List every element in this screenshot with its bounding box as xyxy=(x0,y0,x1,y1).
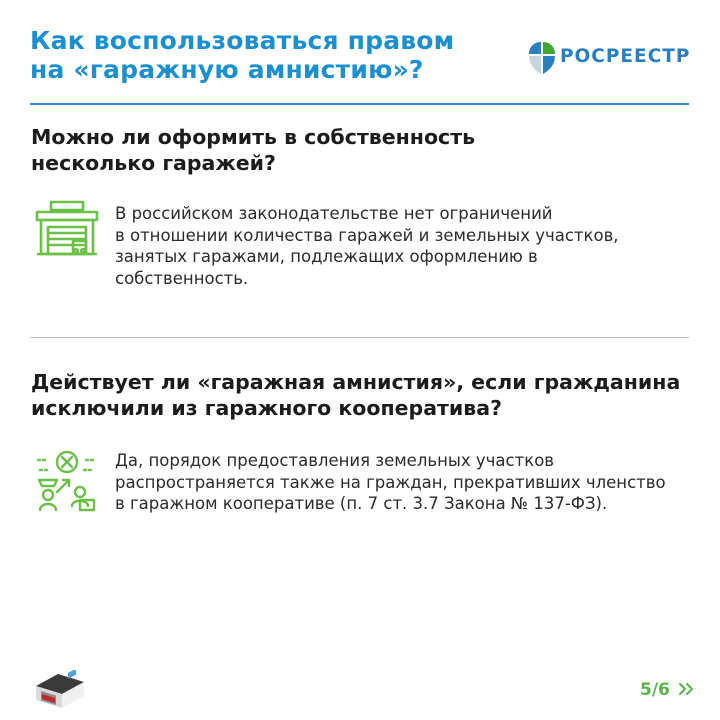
garage-illustration-icon xyxy=(32,670,88,714)
question-2 xyxy=(31,369,711,421)
section-divider xyxy=(30,337,689,338)
answer-2-line-1: Да, порядок предоставления земельных участков xyxy=(115,451,555,470)
excluded-members-icon xyxy=(36,450,98,516)
answer-2-line-2: распространяется также на граждан, прекративших членство xyxy=(115,472,666,492)
answer-1-line-1: В российском законодательстве нет ограничений xyxy=(115,204,553,223)
answer-1-line-3: занятых гаражами, подлежащих оформлению в xyxy=(115,247,538,266)
logo-text: РОСРЕЕСТР xyxy=(560,46,691,67)
garage-icon xyxy=(35,200,99,262)
page-title xyxy=(30,26,500,84)
title-line-1: Как воспользоваться правом xyxy=(30,26,455,55)
question-2-line-2: исключили из гаражного кооператива? xyxy=(31,396,502,420)
rosreestr-emblem-icon xyxy=(528,40,556,76)
header-divider xyxy=(30,103,689,105)
rosreestr-logo xyxy=(528,38,693,78)
double-chevron-right-icon[interactable] xyxy=(678,682,696,696)
page-indicator[interactable] xyxy=(640,680,696,700)
question-1-line-1: Можно ли оформить в собственность xyxy=(31,125,476,149)
answer-1-line-4: собственность. xyxy=(115,268,249,288)
question-1 xyxy=(31,124,711,176)
answer-1 xyxy=(115,203,715,289)
title-line-2: на «гаражную амнистию»? xyxy=(30,55,424,84)
page-number: 5/6 xyxy=(640,680,670,700)
answer-1-line-2: в отношении количества гаражей и земельных участков, xyxy=(115,225,619,245)
answer-2 xyxy=(115,450,715,515)
question-1-line-2: несколько гаражей? xyxy=(31,151,276,175)
answer-2-line-3: в гаражном кооперативе (п. 7 ст. 3.7 Закона № 137-ФЗ). xyxy=(115,494,608,513)
question-2-line-1: Действует ли «гаражная амнистия», если гражданина xyxy=(31,370,681,394)
